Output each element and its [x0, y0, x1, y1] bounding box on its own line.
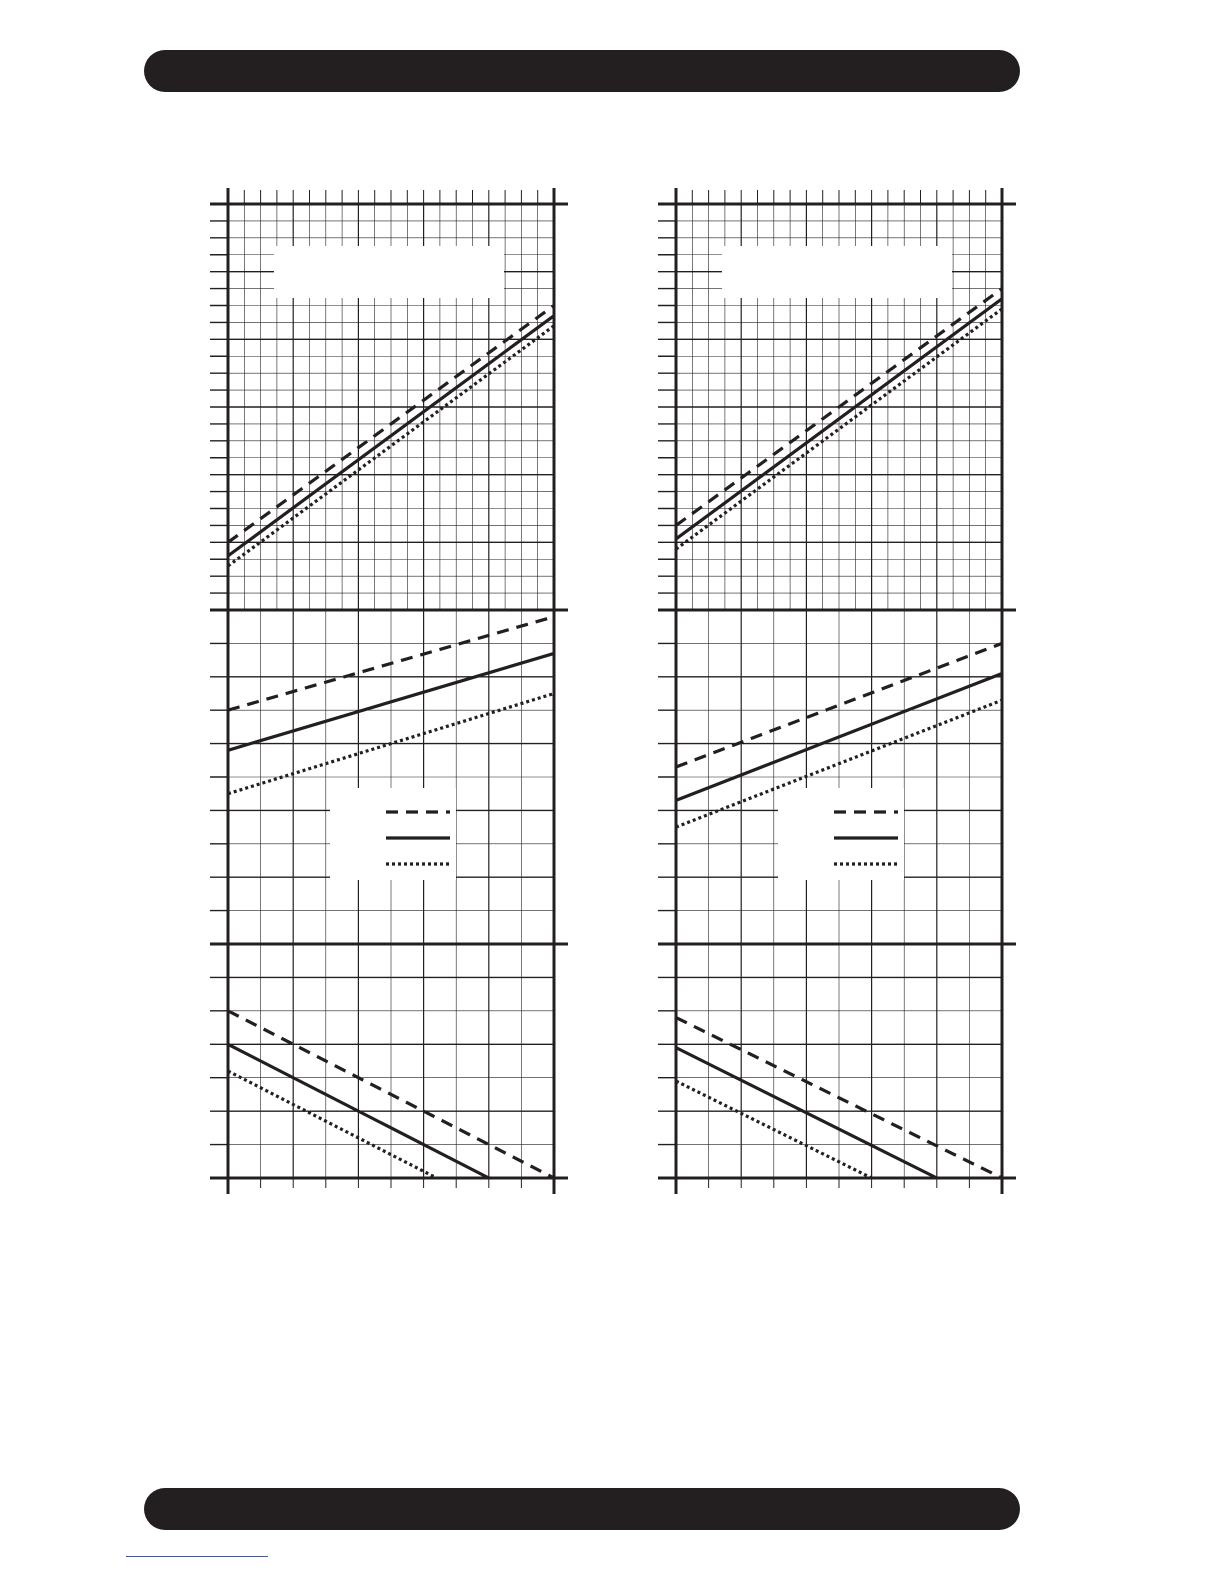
left-title-box	[274, 246, 504, 298]
header-bar	[144, 50, 1020, 92]
right-title-box	[722, 246, 952, 298]
footer-bar	[144, 1488, 1020, 1530]
chart-right-svg	[648, 184, 1018, 1196]
chart-left-svg	[200, 184, 570, 1196]
chart-left	[200, 184, 570, 1196]
left-legend-box	[330, 788, 456, 880]
left-panel3-series-dotted	[228, 1071, 437, 1178]
right-legend-box	[778, 788, 904, 880]
chart-right	[648, 184, 1018, 1196]
footer-link-rule	[126, 1556, 268, 1557]
